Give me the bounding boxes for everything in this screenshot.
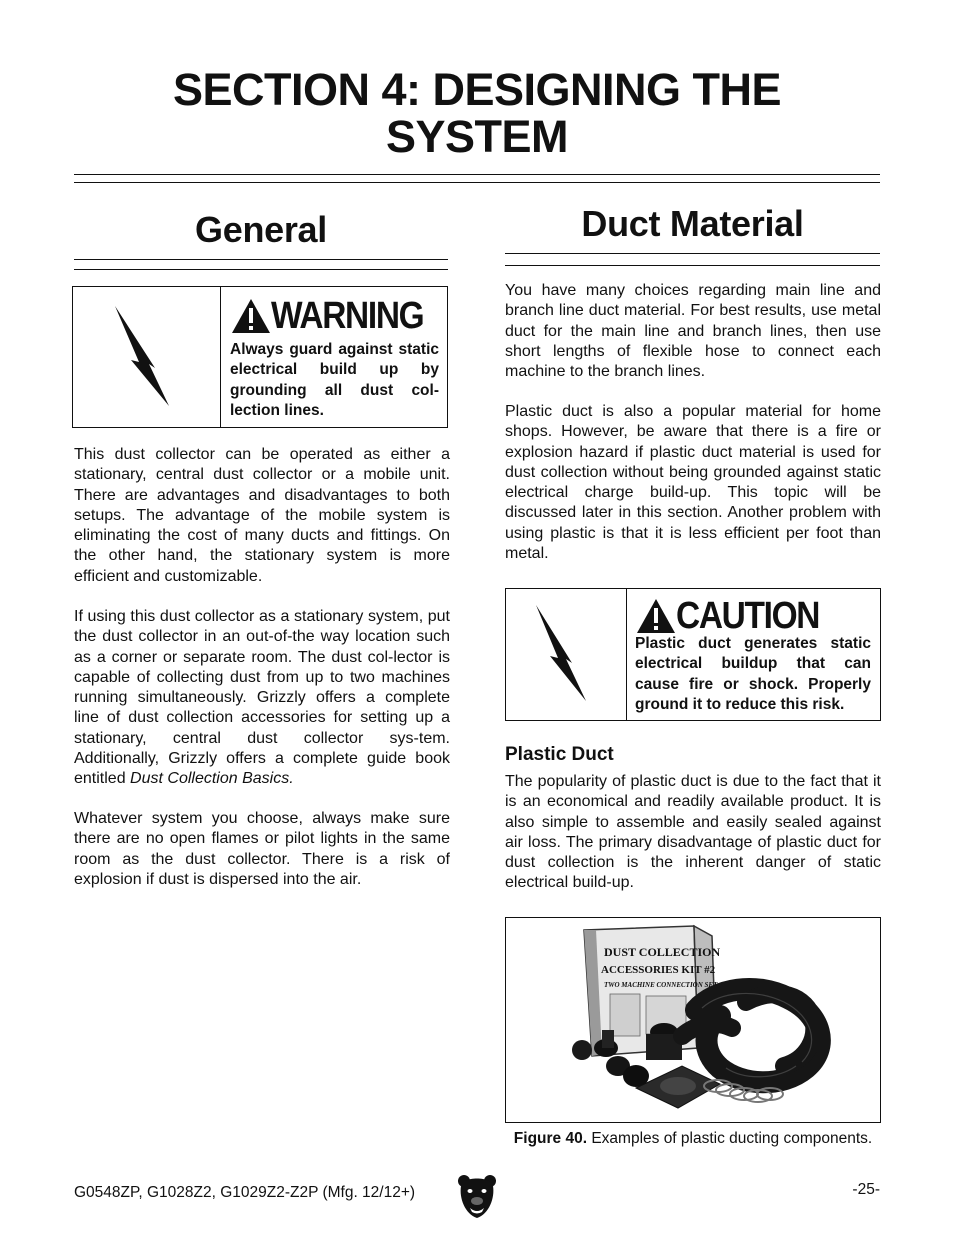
caution-box bbox=[505, 588, 881, 721]
grizzly-bear-logo bbox=[457, 1174, 497, 1220]
kit-title-line-2: ACCESSORIES KIT #2 bbox=[601, 964, 716, 976]
title-rule-bottom bbox=[74, 182, 880, 183]
caution-text: Plastic duct generates static electrical buildup that can cause fire or shock. Properly ground it to reduce this risk. bbox=[635, 635, 871, 713]
section-title-line-1: SECTION 4: DESIGNING THE bbox=[172, 64, 782, 115]
section-title bbox=[74, 66, 880, 160]
footer-model-numbers: G0548ZP, G1028Z2, G1029Z2-Z2P (Mfg. 12/12+) bbox=[74, 1184, 416, 1201]
general-paragraph-2 bbox=[74, 607, 450, 790]
warning-box bbox=[72, 286, 448, 428]
figure-40-text: Examples of plastic ducting components. bbox=[591, 1130, 873, 1147]
general-paragraph-3: Whatever system you choose, always make sure there are no open flames or pilot lights in the same room as the dust collector. There is a risk of explosion if dust is dispersed into the air. bbox=[74, 810, 450, 888]
warning-label: WARNING bbox=[271, 295, 424, 337]
duct-paragraph-2: Plastic duct is also a popular material for home shops. However, be aware that there is a fire or explosion hazard if plastic duct material is used for dust collection without being grounded against static electrical charge build-up. This topic will be discussed later in this section. Another problem with using plastic is that it is less efficient per foot than metal. bbox=[505, 403, 881, 563]
lightning-bolt-icon bbox=[109, 302, 189, 414]
title-rule-top bbox=[74, 174, 880, 175]
warning-text: Always guard against static electrical build up by grounding all dust col-lection lines. bbox=[230, 341, 439, 419]
caution-label: CAUTION bbox=[676, 595, 820, 637]
lightning-bolt-icon bbox=[530, 601, 602, 707]
caution-triangle-icon bbox=[636, 598, 676, 634]
kit-subtitle: TWO MACHINE CONNECTION SET bbox=[604, 981, 718, 989]
general-rule-bottom bbox=[74, 269, 448, 270]
figure-40-caption bbox=[505, 1129, 881, 1149]
figure-40-label: Figure 40. bbox=[513, 1130, 588, 1147]
duct-rule-bottom bbox=[505, 265, 880, 266]
page-number: -25- bbox=[852, 1181, 880, 1198]
kit-title-line-1: DUST COLLECTION bbox=[604, 945, 721, 959]
warning-triangle-icon bbox=[231, 298, 271, 334]
plastic-duct-paragraph: The popularity of plastic duct is due to the fact that it is an economical and readily available product. It is also simple to assemble and easily sealed against air loss. The primary disadvantage of plastic duct for dust collection is the inherent danger of static electrical build-up. bbox=[505, 773, 881, 892]
general-paragraph-1: This dust collector can be operated as either a stationary, central dust collector or a mobile unit. There are advantages and disadvantages to both setups. The advantage of the mobile system is eliminating the cost of many ducts and fittings. On the other hand, the stationary system is more efficient and customizable. bbox=[74, 446, 450, 585]
general-paragraph-2-text: If using this dust collector as a stationary system, put the dust collector in an out-of-the way location such as a corner or separate room. The dust col-lector is capable of collecting dust from up to two machines running simultaneously. Grizzly offers a complete line of dust collection accessories for setting up a stationary, central dust collector sys-tem. Additionally, Grizzly offers a complete guide book entitled bbox=[74, 608, 450, 788]
general-heading: General bbox=[195, 209, 327, 250]
plastic-duct-heading: Plastic Duct bbox=[505, 744, 614, 765]
book-title: Dust Collection Basics. bbox=[130, 770, 294, 788]
ducting-components-image bbox=[506, 918, 879, 1121]
duct-rule-top bbox=[505, 253, 880, 254]
section-title-line-2: SYSTEM bbox=[385, 111, 569, 162]
figure-40 bbox=[505, 917, 881, 1123]
general-rule-top bbox=[74, 259, 448, 260]
duct-material-heading: Duct Material bbox=[581, 203, 804, 244]
duct-paragraph-1: You have many choices regarding main line and branch line duct material. For best results, use metal duct for the main line and branch lines, then use short lengths of flexible hose to connect each machine to the branch lines. bbox=[505, 282, 881, 381]
warning-header bbox=[231, 297, 444, 335]
caution-header bbox=[636, 597, 839, 635]
